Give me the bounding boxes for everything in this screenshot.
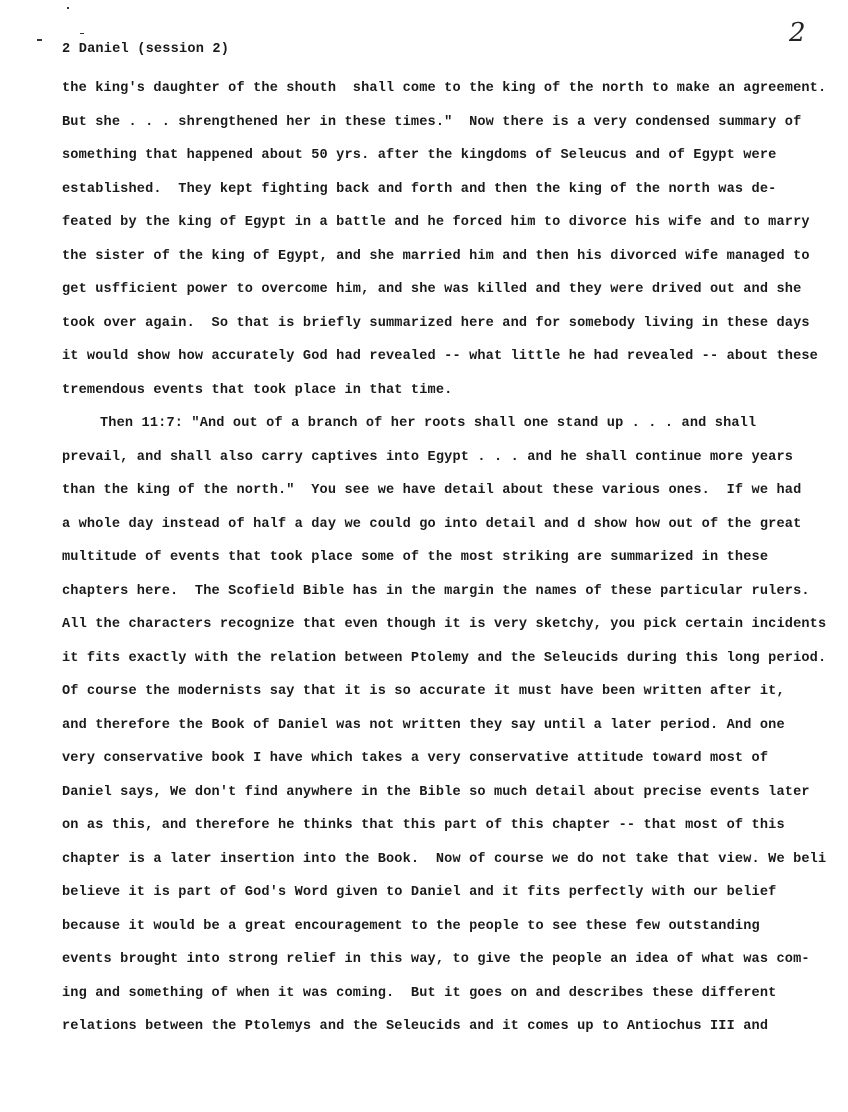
text-line: something that happened about 50 yrs. after the kingdoms of Seleucus and of Egypt were (62, 148, 777, 163)
body-text (62, 72, 848, 1044)
text-line: the sister of the king of Egypt, and she married him and then his divorced wife managed to (62, 248, 810, 264)
text-line: feated by the king of Egypt in a battle and he forced him to divorce his wife and to marry (62, 215, 810, 230)
text-line: a whole day instead of half a day we could go into detail and d show how out of the great (62, 516, 802, 532)
page-header: 2 Daniel (session 2) (62, 42, 230, 57)
text-line: But she . . . shrengthened her in these times." Now there is a very condensed summary of (62, 114, 802, 130)
text-line: multitude of events that took place some of the most striking are summarized in these (62, 550, 769, 565)
text-line: Of course the modernists say that it is so accurate it must have been written after it, (62, 684, 785, 699)
text-line: on as this, and therefore he thinks that this part of this chapter -- that most of this (62, 818, 785, 833)
text-line: chapter is a later insertion into the Book. Now of course we do not take that view. We beli (62, 851, 827, 867)
text-line: very conservative book I have which takes a very conservative attitude toward most of (62, 751, 769, 766)
text-line: ing and something of when it was coming. But it goes on and describes these different (62, 985, 777, 1001)
text-line: the king's daughter of the shouth shall come to the king of the north to make an agreement. (62, 81, 827, 96)
text-line: chapters here. The Scofield Bible has in the margin the names of these particular rulers. (62, 583, 810, 599)
scan-speck-dash (37, 39, 42, 41)
text-line: it fits exactly with the relation between Ptolemy and the Seleucids during this long period. (62, 650, 827, 666)
text-line: because it would be a great encouragement to the people to see these few outstanding (62, 918, 760, 934)
text-line: tremendous events that took place in that time. (62, 382, 453, 398)
scan-speck-dash (80, 33, 84, 34)
scan-speck-dot (67, 7, 69, 9)
text-line: All the characters recognize that even though it is very sketchy, you pick certain incidents (62, 617, 827, 632)
text-line: than the king of the north." You see we have detail about these various ones. If we had (62, 483, 802, 498)
text-line: believe it is part of God's Word given to Daniel and it fits perfectly with our belief (62, 885, 777, 900)
text-line: took over again. So that is briefly summarized here and for somebody living in these days (62, 315, 810, 331)
text-line: it would show how accurately God had revealed -- what little he had revealed -- about these (62, 349, 818, 364)
text-line: get usfficient power to overcome him, and she was killed and they were drived out and she (62, 282, 802, 297)
text-line: Then 11:7: "And out of a branch of her roots shall one stand up . . . and shall (100, 416, 757, 431)
text-line: and therefore the Book of Daniel was not written they say until a later period. And one (62, 717, 785, 733)
text-line: prevail, and shall also carry captives into Egypt . . . and he shall continue more years (62, 449, 794, 465)
text-line: relations between the Ptolemys and the Seleucids and it comes up to Antiochus III and (62, 1019, 769, 1034)
text-line: Daniel says, We don't find anywhere in the Bible so much detail about precise events later (62, 784, 810, 800)
text-line: events brought into strong relief in this way, to give the people an idea of what was com- (62, 952, 810, 967)
text-line: established. They kept fighting back and forth and then the king of the north was de- (62, 181, 777, 197)
handwritten-page-number: 2 (789, 18, 806, 48)
